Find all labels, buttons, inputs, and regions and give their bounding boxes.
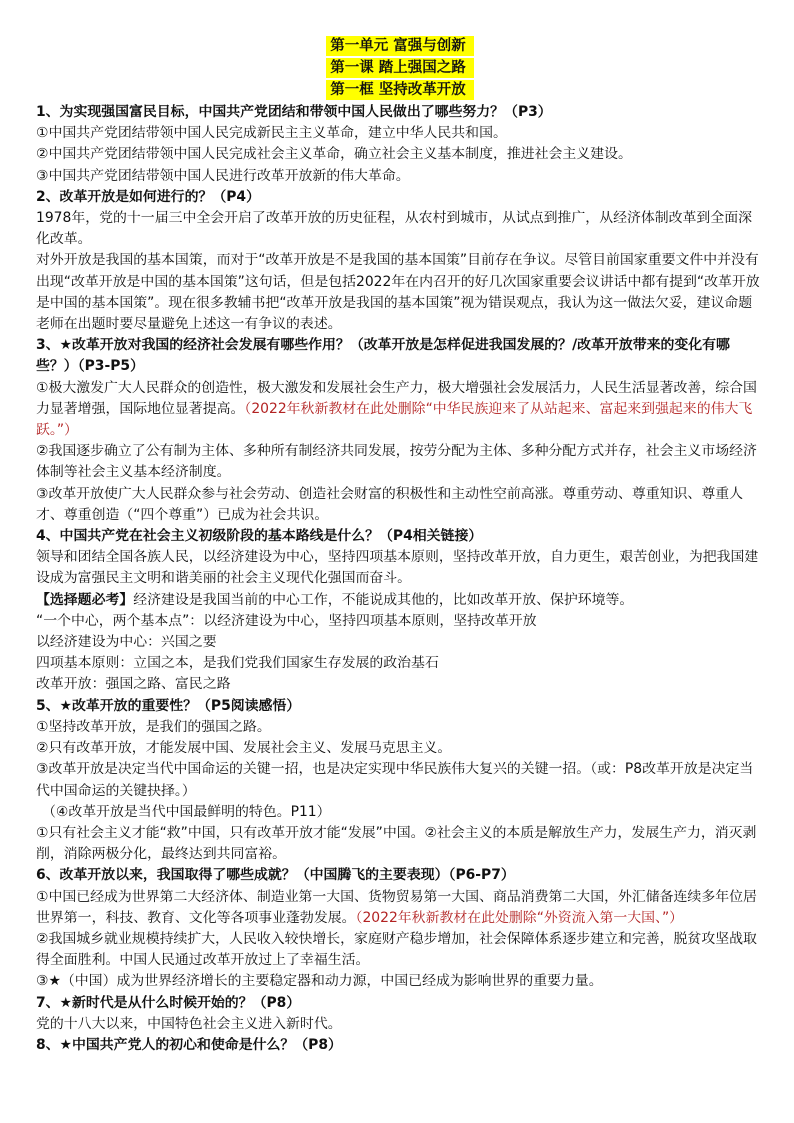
title-block [36, 36, 764, 100]
answer-paragraph [36, 738, 764, 759]
paragraph-text: ③中国共产党团结带领中国人民进行改革开放新的伟大革命。 [36, 167, 410, 184]
question-heading [36, 526, 764, 547]
answer-paragraph [36, 653, 764, 674]
document-body [36, 102, 764, 1056]
paragraph-text: ③改革开放是决定当代中国命运的关键一招，也是决定实现中华民族伟大复兴的关键一招。（或：P8改革开放是决定当代中国命运的关键抉择。） [36, 761, 754, 799]
question-heading [36, 102, 764, 123]
answer-paragraph [36, 144, 764, 165]
revision-note: （2022年秋新教材在此处删除“外资流入第一大国、”） [355, 909, 684, 926]
answer-paragraph [36, 590, 764, 611]
frame-title: 第一框 坚持改革开放 [326, 80, 474, 100]
paragraph-text: 3、★改革开放对我国的经济社会发展有哪些作用？（改革开放是怎样促进我国发展的？/改革开放带来的变化有哪些？）（P3-P5） [36, 337, 730, 375]
revision-note: （2022年秋新教材在此处删除“中华民族迎来了从站起来、富起来到强起来的伟大飞跃。”） [36, 400, 753, 439]
paragraph-text: ①坚持改革开放，是我们的强国之路。 [36, 718, 271, 735]
answer-paragraph [36, 971, 764, 992]
paragraph-text: ①只有社会主义才能“救”中国，只有改革开放才能“发展”中国。②社会主义的本质是解放生产力，发展生产力，消灭剥削，消除两极分化，最终达到共同富裕。 [36, 824, 757, 863]
paragraph-text: ②我国逐步确立了公有制为主体、多种所有制经济共同发展，按劳分配为主体、多种分配方式并存，社会主义市场经济体制等社会主义基本经济制度。 [36, 443, 757, 481]
paragraph-text: 6、改革开放以来，我国取得了哪些成就？（中国腾飞的主要表现）（P6-P7） [36, 867, 515, 884]
answer-paragraph [36, 484, 764, 526]
answer-paragraph [36, 674, 764, 695]
paragraph-text: 四项基本原则：立国之本，是我们党我们国家生存发展的政治基石 [36, 655, 439, 672]
lead-label: 【选择题必考】 [36, 591, 134, 608]
answer-paragraph [36, 547, 764, 589]
answer-paragraph [36, 208, 764, 250]
paragraph-text: 2、改革开放是如何进行的？（P4） [36, 188, 260, 205]
answer-paragraph [36, 802, 764, 823]
paragraph-text: ②只有改革开放，才能发展中国、发展社会主义、发展马克思主义。 [36, 740, 452, 757]
paragraph-text: “一个中心，两个基本点”：以经济建设为中心，坚持四项基本原则，坚持改革开放 [36, 612, 537, 629]
paragraph-text: （④改革开放是当代中国最鲜明的特色。P11） [42, 803, 331, 820]
unit-title: 第一单元 富强与创新 [326, 36, 474, 56]
answer-paragraph [36, 378, 764, 442]
paragraph-text: ①中国共产党团结带领中国人民完成新民主主义革命，建立中华人民共和国。 [36, 125, 507, 142]
lesson-title: 第一课 踏上强国之路 [326, 58, 474, 78]
answer-paragraph [36, 887, 764, 929]
question-heading [36, 1035, 764, 1056]
paragraph-text: ③★（中国）成为世界经济增长的主要稳定器和动力源，中国已经成为影响世界的重要力量。 [36, 973, 603, 990]
paragraph-text: 以经济建设为中心：兴国之要 [36, 634, 217, 651]
question-heading [36, 187, 764, 208]
paragraph-text: ③改革开放使广大人民群众参与社会劳动、创造社会财富的积极性和主动性空前高涨。尊重劳动、尊重知识、尊重人才、尊重创造（“四个尊重”）已成为社会共识。 [36, 485, 743, 523]
paragraph-text: ②我国城乡就业规模持续扩大，人民收入较快增长，家庭财产稳步增加，社会保障体系逐步建立和完善，脱贫攻坚战取得全面胜利。中国人民通过改革开放过上了幸福生活。 [36, 930, 757, 969]
paragraph-text: ②中国共产党团结带领中国人民完成社会主义革命，确立社会主义基本制度，推进社会主义建设。 [36, 146, 632, 163]
answer-paragraph [36, 441, 764, 483]
answer-paragraph [36, 717, 764, 738]
paragraph-text: 1978年，党的十一届三中全会开启了改革开放的历史征程，从农村到城市，从试点到推广，从经济体制改革到全面深化改革。 [36, 210, 752, 248]
answer-paragraph [36, 823, 764, 865]
paragraph-text: 5、★改革开放的重要性？（P5阅读感悟） [36, 697, 301, 714]
answer-paragraph [36, 250, 764, 335]
paragraph-text: 改革开放：强国之路、富民之路 [36, 676, 231, 693]
paragraph-text: 对外开放是我国的基本国策，而对于“改革开放是不是我国的基本国策”目前存在争议。尽管目前国家重要文件中并没有出现“改革开放是中国的基本国策”这句话，但是包括2022年在内召开的好几次国家重要会议讲话中都有提到“改革开放是中国的基本国策”。现在很多教辅书把“改革开放是我国的基本国策”视为错误观点，我认为这一做法欠妥，建议命题老师在出题时要尽量避免上述这一有争议的表述。 [36, 252, 760, 333]
answer-paragraph [36, 1014, 764, 1035]
document-page [36, 36, 764, 1056]
paragraph-text: 领导和团结全国各族人民，以经济建设为中心，坚持四项基本原则，坚持改革开放，自力更生，艰苦创业，为把我国建设成为富强民主文明和谐美丽的社会主义现代化强国而奋斗。 [36, 549, 759, 587]
question-heading [36, 993, 764, 1014]
paragraph-text: ①极大激发广大人民群众的创造性，极大激发和发展社会生产力，极大增强社会发展活力，人民生活显著改善，综合国力显著增强，国际地位显著提高。 [36, 379, 757, 417]
paragraph-text: 经济建设是我国当前的中心工作，不能说成其他的，比如改革开放、保护环境等。 [133, 591, 634, 608]
answer-paragraph [36, 632, 764, 653]
paragraph-text: 党的十八大以来，中国特色社会主义进入新时代。 [36, 1015, 342, 1032]
answer-paragraph [36, 929, 764, 971]
question-heading [36, 696, 764, 717]
answer-paragraph [36, 759, 764, 801]
paragraph-text: 4、中国共产党在社会主义初级阶段的基本路线是什么？（P4相关链接） [36, 528, 483, 545]
answer-paragraph [36, 611, 764, 632]
paragraph-text: 7、★新时代是从什么时候开始的？（P8） [36, 994, 301, 1011]
paragraph-text: 1、为实现强国富民目标，中国共产党团结和带领中国人民做出了哪些努力？（P3） [36, 104, 552, 120]
answer-paragraph [36, 123, 764, 144]
paragraph-text: ①中国已经成为世界第二大经济体、制造业第一大国、货物贸易第一大国、商品消费第二大国，外汇储备连续多年位居世界第一，科技、教育、文化等各项事业蓬勃发展。 [36, 888, 757, 926]
paragraph-text: 8、★中国共产党人的初心和使命是什么？（P8） [36, 1036, 342, 1053]
answer-paragraph [36, 166, 764, 187]
question-heading [36, 865, 764, 886]
question-heading [36, 335, 764, 377]
